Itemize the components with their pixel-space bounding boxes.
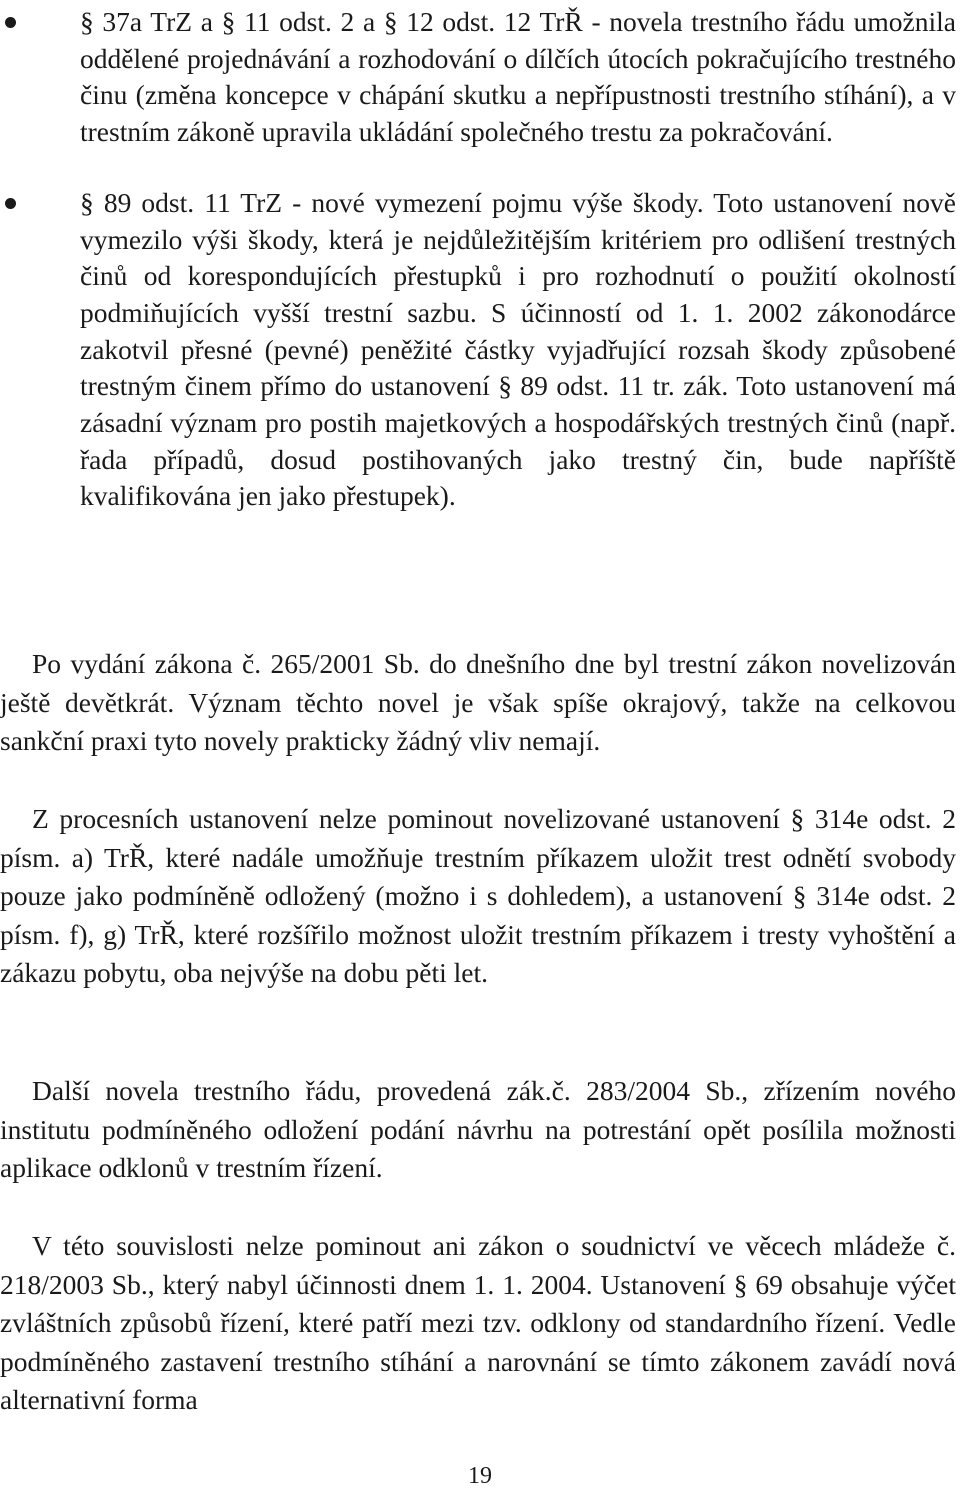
bullet-list — [0, 4, 956, 515]
paragraph: Po vydání zákona č. 265/2001 Sb. do dnešního dne byl trestní zákon novelizován ještě devětkrát. Význam těchto novel je však spíše okrajový, takže na celkovou sankční praxi tyto novely prakticky žádný vliv nemají. — [0, 648, 956, 756]
bullet-item — [0, 4, 956, 151]
paragraph: Z procesních ustanovení nelze pominout novelizované ustanovení § 314e odst. 2 písm. a) TrŘ, které nadále umožňuje trestním příkazem uložit trest odnětí svobody pouze jako podmíněně odložený (možno i s dohledem), a ustanovení § 314e odst. 2 písm. f), g) TrŘ, které rozšířilo možnost uložit trestním příkazem i tresty vyhoštění a zákazu pobytu, oba nejvýše na dobu pěti let. — [0, 803, 956, 988]
page-number: 19 — [468, 1463, 492, 1489]
bullet-text: § 37a TrZ a § 11 odst. 2 a § 12 odst. 12 TrŘ - novela trestního řádu umožnila oddělené projednávání a rozhodování o dílčích útocích pokračujícího trestného činu (změna koncepce v chápání skutku a nepřípustnosti trestního stíhání), a v trestním zákoně upravila ukládání společného trestu za pokračování. — [80, 6, 956, 148]
bullet-item — [0, 185, 956, 515]
bullet-icon — [5, 198, 16, 209]
paragraph: Další novela trestního řádu, provedená zák.č. 283/2004 Sb., zřízením nového institutu podmíněného odložení podání návrhu na potrestání opět posílila možnosti aplikace odklonů v trestním řízení. — [0, 1075, 956, 1183]
bullet-icon — [5, 17, 16, 28]
paragraph: V této souvislosti nelze pominout ani zákon o soudnictví ve věcech mládeže č. 218/2003 Sb., který nabyl účinnosti dnem 1. 1. 2004. Ustanovení § 69 obsahuje výčet zvláštních způsobů řízení, které patří mezi tzv. odklony od standardního řízení. Vedle podmíněného zastavení trestního stíhání a narovnání se tímto zákonem zavádí nová alternativní forma — [0, 1230, 956, 1415]
bullet-text: § 89 odst. 11 TrZ - nové vymezení pojmu výše škody. Toto ustanovení nově vymezilo výši škody, která je nejdůležitějším kritériem pro odlišení trestných činů od korespondujících přestupků i pro rozhodnutí o použití okolností podmiňujících vyšší trestní sazbu. S účinností od 1. 1. 2002 zákonodárce zakotvil přesné (pevné) peněžité částky vyjadřující rozsah škody způsobené trestným činem přímo do ustanovení § 89 odst. 11 tr. zák. Toto ustanovení má zásadní význam pro postih majetkových a hospodářských trestných činů (např. řada případů, dosud postihovaných jako trestný čin, bude napříště kvalifikována jen jako přestupek). — [80, 186, 956, 512]
